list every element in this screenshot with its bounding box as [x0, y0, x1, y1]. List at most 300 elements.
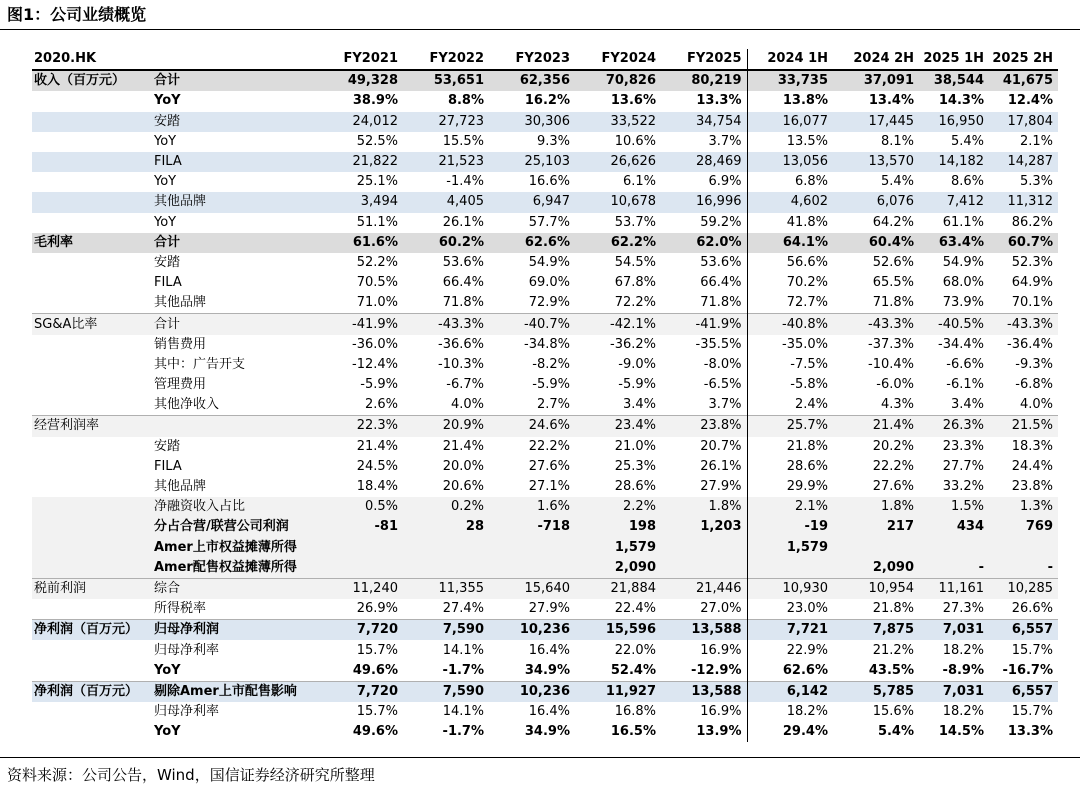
table-cell: 38,544	[919, 70, 989, 91]
table-cell: -41.9%	[317, 314, 403, 335]
row-label: 归母净利率	[154, 642, 220, 658]
table-row	[32, 213, 1058, 233]
table-cell: -8.2%	[532, 356, 570, 372]
table-cell: -10.3%	[438, 356, 484, 372]
table-cell: 11,355	[403, 578, 489, 599]
section-label	[32, 192, 152, 212]
table-cell: 33,522	[575, 112, 661, 132]
section-label	[32, 293, 152, 314]
table-cell: 69.0%	[528, 275, 570, 291]
table-cell: 5,785	[833, 681, 919, 702]
table-cell: 21.8%	[872, 601, 914, 617]
section-label	[32, 213, 152, 233]
table-cell: 16,950	[919, 112, 989, 132]
table-cell: 62.2%	[575, 233, 661, 253]
table-cell: 10,236	[489, 681, 575, 702]
table-cell: 25,103	[489, 152, 575, 172]
table-cell: 16.4%	[528, 704, 570, 720]
table-cell: 2.1%	[1019, 133, 1053, 149]
table-cell: 11,312	[989, 192, 1058, 212]
table-cell: 27,723	[403, 112, 489, 132]
table-row	[32, 273, 1058, 293]
table-cell: 7,590	[403, 620, 489, 641]
section-label	[32, 661, 152, 682]
table-cell: -36.4%	[1007, 336, 1053, 352]
table-cell: 11,240	[317, 578, 403, 599]
section-label: 毛利率	[32, 233, 152, 253]
table-cell: 1.6%	[489, 497, 575, 517]
table-cell: 7,031	[919, 620, 989, 641]
table-cell: 71.8%	[661, 293, 747, 314]
table-row	[32, 375, 1058, 395]
table-cell: 2.7%	[536, 397, 570, 413]
row-label: FILA	[154, 458, 182, 474]
table-cell: 13.6%	[610, 93, 656, 109]
col-header: FY2024	[575, 49, 661, 70]
row-label: Amer配售权益摊薄所得	[152, 558, 317, 579]
section-label	[32, 355, 152, 375]
row-label: 合计	[152, 233, 317, 253]
table-row	[32, 91, 1058, 111]
table-cell: -81	[317, 517, 403, 537]
table-cell: 16.2%	[524, 93, 570, 109]
table-cell: -40.8%	[747, 314, 833, 335]
table-cell	[661, 538, 747, 558]
table-cell: 434	[919, 517, 989, 537]
table-cell: 27.6%	[528, 458, 570, 474]
table-cell: 72.7%	[786, 295, 828, 311]
row-label: 安踏	[154, 254, 181, 270]
table-cell: 4.3%	[880, 397, 914, 413]
table-cell: 65.5%	[872, 275, 914, 291]
table-cell: 1,579	[575, 538, 661, 558]
table-cell: 6,947	[489, 192, 575, 212]
table-row	[32, 681, 1058, 702]
table-cell: 80,219	[661, 70, 747, 91]
section-label	[32, 91, 152, 111]
table-cell: 1.8%	[661, 497, 747, 517]
table-cell: 53.6%	[661, 253, 747, 273]
row-label: 剔除Amer上市配售影响	[152, 681, 317, 702]
table-cell: 13.3%	[661, 91, 747, 111]
table-cell: -16.7%	[1002, 662, 1053, 678]
table-cell: 1,579	[747, 538, 833, 558]
table-cell: 24.6%	[489, 416, 575, 437]
table-cell: 71.8%	[442, 295, 484, 311]
section-label	[32, 132, 152, 152]
table-cell: 49.6%	[352, 724, 398, 740]
table-cell: 7,720	[317, 620, 403, 641]
section-label	[32, 722, 152, 742]
table-cell: 20.7%	[661, 437, 747, 457]
col-header: FY2025	[661, 49, 747, 70]
row-label: 综合	[152, 578, 317, 599]
table-cell: -6.5%	[661, 375, 747, 395]
table-cell: -35.0%	[782, 336, 828, 352]
table-cell	[403, 538, 489, 558]
table-cell: 6,076	[833, 192, 919, 212]
table-cell: 21,446	[661, 578, 747, 599]
table-cell: 22.2%	[872, 458, 914, 474]
table-row	[32, 395, 1058, 416]
table-cell: 1,203	[661, 517, 747, 537]
table-cell: 0.5%	[317, 497, 403, 517]
table-cell: 14.1%	[442, 704, 484, 720]
table-cell: 61.1%	[942, 214, 984, 230]
table-row	[32, 416, 1058, 437]
table-cell: 33,735	[747, 70, 833, 91]
table-row	[32, 558, 1058, 579]
table-cell	[747, 558, 833, 579]
table-cell: -37.3%	[868, 336, 914, 352]
table-cell: 23.3%	[942, 438, 984, 454]
table-cell: 10,954	[833, 578, 919, 599]
table-row	[32, 620, 1058, 641]
section-label	[32, 538, 152, 558]
table-cell: 15.5%	[442, 133, 484, 149]
table-row	[32, 661, 1058, 682]
table-cell: 198	[575, 517, 661, 537]
table-cell: 14,287	[989, 152, 1058, 172]
table-cell: 52.5%	[356, 133, 398, 149]
figure-title: 图1：公司业绩概览	[7, 5, 147, 24]
table-cell: 23.4%	[575, 416, 661, 437]
section-label: 税前利润	[32, 578, 152, 599]
section-label	[32, 477, 152, 497]
table-cell: 27.9%	[528, 601, 570, 617]
table-cell: 22.3%	[317, 416, 403, 437]
table-cell: 62,356	[489, 70, 575, 91]
table-cell: -5.9%	[360, 377, 398, 393]
table-cell: 3.4%	[622, 397, 656, 413]
table-cell: 5.4%	[880, 174, 914, 190]
table-cell: 26.9%	[356, 601, 398, 617]
row-label: 管理费用	[154, 377, 207, 393]
row-label: 归母净利润	[152, 620, 317, 641]
table-cell: 14.3%	[938, 93, 984, 109]
table-cell: 16,996	[661, 192, 747, 212]
table-cell: 7,590	[403, 681, 489, 702]
section-label	[32, 395, 152, 416]
table-cell: 26,626	[575, 152, 661, 172]
table-cell: -	[989, 558, 1058, 579]
table-cell: 29.4%	[782, 724, 828, 740]
table-cell: 11,161	[919, 578, 989, 599]
table-cell: 217	[833, 517, 919, 537]
table-cell: 20.0%	[442, 458, 484, 474]
table-row	[32, 172, 1058, 192]
table-cell: 64.2%	[872, 214, 914, 230]
table-cell: 18.2%	[942, 642, 984, 658]
table-cell: 13,588	[661, 620, 747, 641]
table-cell: 62.0%	[661, 233, 747, 253]
table-row	[32, 722, 1058, 742]
table-cell: 6.9%	[661, 172, 747, 192]
table-cell: 17,804	[989, 112, 1058, 132]
table-cell: 15.7%	[1011, 704, 1053, 720]
table-row	[32, 132, 1058, 152]
table-cell: -7.5%	[790, 356, 828, 372]
table-cell: 41,675	[989, 70, 1058, 91]
table-cell: -6.8%	[1015, 377, 1053, 393]
table-cell: 60.2%	[403, 233, 489, 253]
table-cell	[403, 558, 489, 579]
table-cell: -1.4%	[446, 174, 484, 190]
table-cell: 23.8%	[661, 416, 747, 437]
table-cell: 41.8%	[786, 214, 828, 230]
table-cell: 21,884	[575, 578, 661, 599]
table-cell	[989, 538, 1058, 558]
table-cell: 16.5%	[610, 724, 656, 740]
row-label: 所得税率	[154, 601, 207, 617]
table-cell: 29.9%	[786, 479, 828, 495]
table-cell: 11,927	[575, 681, 661, 702]
table-cell: 56.6%	[786, 254, 828, 270]
table-cell: 21.4%	[442, 438, 484, 454]
table-cell: 10,236	[489, 620, 575, 641]
table-cell: 15.7%	[1011, 642, 1053, 658]
table-cell: 49.6%	[352, 662, 398, 678]
table-cell: -43.3%	[989, 314, 1058, 335]
table-cell: 15,640	[489, 578, 575, 599]
row-label: Amer上市权益摊薄所得	[152, 538, 317, 558]
table-cell: 2,090	[575, 558, 661, 579]
table-cell: -10.4%	[868, 356, 914, 372]
section-label	[32, 497, 152, 517]
section-label	[32, 375, 152, 395]
section-label	[32, 457, 152, 477]
table-cell: 22.2%	[528, 438, 570, 454]
col-header: FY2023	[489, 49, 575, 70]
col-header: 2025 2H	[989, 49, 1058, 70]
table-cell: -40.5%	[919, 314, 989, 335]
table-cell: 13.5%	[786, 133, 828, 149]
table-row	[32, 497, 1058, 517]
table-cell: 20.9%	[403, 416, 489, 437]
section-label	[32, 437, 152, 457]
table-row	[32, 355, 1058, 375]
table-cell: 43.5%	[868, 662, 914, 678]
table-cell: 34.9%	[524, 724, 570, 740]
table-cell: 62.6%	[782, 662, 828, 678]
table-cell: 34.9%	[524, 662, 570, 678]
table-cell: 52.4%	[610, 662, 656, 678]
table-cell: -40.7%	[489, 314, 575, 335]
table-cell: 7,412	[919, 192, 989, 212]
row-label: 其中：广告开支	[154, 356, 246, 372]
table-cell: 23.8%	[1011, 479, 1053, 495]
section-label: 经营利润率	[32, 416, 152, 437]
table-cell: 27.1%	[528, 479, 570, 495]
table-cell: 61.6%	[317, 233, 403, 253]
table-cell: 71.0%	[356, 295, 398, 311]
table-cell: 20.6%	[442, 479, 484, 495]
table-cell: 7,721	[747, 620, 833, 641]
table-header-row	[32, 49, 1058, 70]
table-cell: -6.6%	[946, 356, 984, 372]
table-cell: 27.6%	[872, 479, 914, 495]
table-cell: 66.4%	[442, 275, 484, 291]
table-cell: -36.6%	[438, 336, 484, 352]
table-cell: -34.8%	[524, 336, 570, 352]
table-cell: 1.8%	[833, 497, 919, 517]
table-body	[32, 70, 1058, 742]
table-cell: 6,142	[747, 681, 833, 702]
table-cell: 38.9%	[352, 93, 398, 109]
table-cell: 27.0%	[661, 599, 747, 620]
source-note: 资料来源：公司公告，Wind，国信证券经济研究所整理	[7, 766, 375, 784]
table-cell: 15,596	[575, 620, 661, 641]
table-cell	[833, 538, 919, 558]
table-cell: 51.1%	[356, 214, 398, 230]
table-cell	[661, 558, 747, 579]
table-cell: -1.7%	[442, 724, 484, 740]
table-cell: 54.9%	[528, 254, 570, 270]
table-cell: 9.3%	[536, 133, 570, 149]
table-cell: 59.2%	[661, 213, 747, 233]
header-blank	[152, 49, 317, 70]
title-divider	[0, 29, 1080, 30]
table-cell: 71.8%	[872, 295, 914, 311]
table-cell: -6.0%	[876, 377, 914, 393]
row-label: 安踏	[152, 112, 317, 132]
table-cell: 60.7%	[989, 233, 1058, 253]
table-cell: 4,405	[403, 192, 489, 212]
table-cell: -5.9%	[532, 377, 570, 393]
table-cell: 7,031	[919, 681, 989, 702]
table-cell: -5.9%	[618, 377, 656, 393]
row-label: 其他品牌	[154, 479, 207, 495]
table-cell: 21.4%	[356, 438, 398, 454]
table-cell: 18.2%	[942, 704, 984, 720]
table-cell	[489, 538, 575, 558]
table-cell: -34.4%	[938, 336, 984, 352]
table-cell: 64.1%	[747, 233, 833, 253]
table-cell: 18.2%	[786, 704, 828, 720]
row-label: YoY	[154, 662, 181, 678]
section-label: 净利润（百万元）	[32, 620, 152, 641]
section-label	[32, 640, 152, 660]
footer-divider	[0, 757, 1080, 758]
table-cell: -	[919, 558, 989, 579]
table-cell	[489, 558, 575, 579]
table-cell: -1.7%	[442, 662, 484, 678]
table-cell: 15.6%	[872, 704, 914, 720]
table-cell: 7,875	[833, 620, 919, 641]
row-label: 净融资收入占比	[152, 497, 317, 517]
table-cell: 70.2%	[786, 275, 828, 291]
section-label	[32, 152, 152, 172]
table-row	[32, 253, 1058, 273]
col-header: 2024 2H	[833, 49, 919, 70]
table-cell: 21.0%	[614, 438, 656, 454]
table-cell: 60.4%	[833, 233, 919, 253]
table-row	[32, 233, 1058, 253]
table-cell: 17,445	[833, 112, 919, 132]
table-cell: 15.7%	[356, 704, 398, 720]
col-header: 2024 1H	[747, 49, 833, 70]
table-cell: 24.4%	[1011, 458, 1053, 474]
table-cell: 26.3%	[919, 416, 989, 437]
table-cell: 2.1%	[747, 497, 833, 517]
col-header: FY2021	[317, 49, 403, 70]
table-cell: 18.3%	[1011, 438, 1053, 454]
table-cell: -19	[747, 517, 833, 537]
table-cell: 28.6%	[614, 479, 656, 495]
table-row	[32, 192, 1058, 212]
row-label: 销售费用	[154, 336, 207, 352]
table-cell: 49,328	[317, 70, 403, 91]
table-cell: 21.2%	[872, 642, 914, 658]
row-label: YoY	[154, 133, 177, 149]
section-label: 净利润（百万元）	[32, 681, 152, 702]
row-label: 其他品牌	[154, 295, 207, 311]
table-cell: 5.4%	[877, 724, 914, 740]
table-cell: 57.7%	[528, 214, 570, 230]
row-label: 分占合营/联营公司利润	[152, 517, 317, 537]
section-label	[32, 112, 152, 132]
table-cell: 3.7%	[661, 132, 747, 152]
table-row	[32, 314, 1058, 335]
table-cell: 28	[403, 517, 489, 537]
table-cell: 2,090	[833, 558, 919, 579]
table-row	[32, 578, 1058, 599]
table-row	[32, 477, 1058, 497]
table-cell: 53.7%	[614, 214, 656, 230]
table-cell: 21,822	[317, 152, 403, 172]
section-label	[32, 517, 152, 537]
table-cell: 14,182	[919, 152, 989, 172]
table-cell: 8.6%	[950, 174, 984, 190]
table-cell: 5.4%	[950, 133, 984, 149]
table-cell: 21.8%	[786, 438, 828, 454]
table-cell: -36.2%	[610, 336, 656, 352]
table-cell: 4.0%	[1019, 397, 1053, 413]
table-row	[32, 70, 1058, 91]
row-label: YoY	[154, 214, 177, 230]
table-row	[32, 702, 1058, 722]
row-label: YoY	[154, 93, 181, 109]
table-cell: 8.8%	[447, 93, 484, 109]
table-cell: 24,012	[317, 112, 403, 132]
row-label: FILA	[154, 275, 182, 291]
table-cell: 66.4%	[661, 273, 747, 293]
table-row	[32, 599, 1058, 620]
table-cell: 15.7%	[356, 642, 398, 658]
table-cell: 86.2%	[1011, 214, 1053, 230]
table-cell: 6,557	[989, 681, 1058, 702]
table-cell	[919, 538, 989, 558]
table-cell: 6,557	[989, 620, 1058, 641]
table-cell: 21,523	[403, 152, 489, 172]
table-cell: 13,056	[747, 152, 833, 172]
table-cell: 22.0%	[614, 642, 656, 658]
table-cell: 70.5%	[356, 275, 398, 291]
table-cell: 13.9%	[661, 722, 747, 742]
table-cell: 16,077	[747, 112, 833, 132]
table-cell: -12.9%	[661, 661, 747, 682]
section-label	[32, 253, 152, 273]
row-label: 其他品牌	[152, 192, 317, 212]
table-cell: 13.3%	[1007, 724, 1053, 740]
table-cell: 0.2%	[403, 497, 489, 517]
section-label: SG&A比率	[32, 314, 152, 335]
table-cell: -5.8%	[790, 377, 828, 393]
table-cell	[317, 538, 403, 558]
table-cell: 73.9%	[942, 295, 984, 311]
table-cell: 30,306	[489, 112, 575, 132]
table-cell: 21.5%	[989, 416, 1058, 437]
